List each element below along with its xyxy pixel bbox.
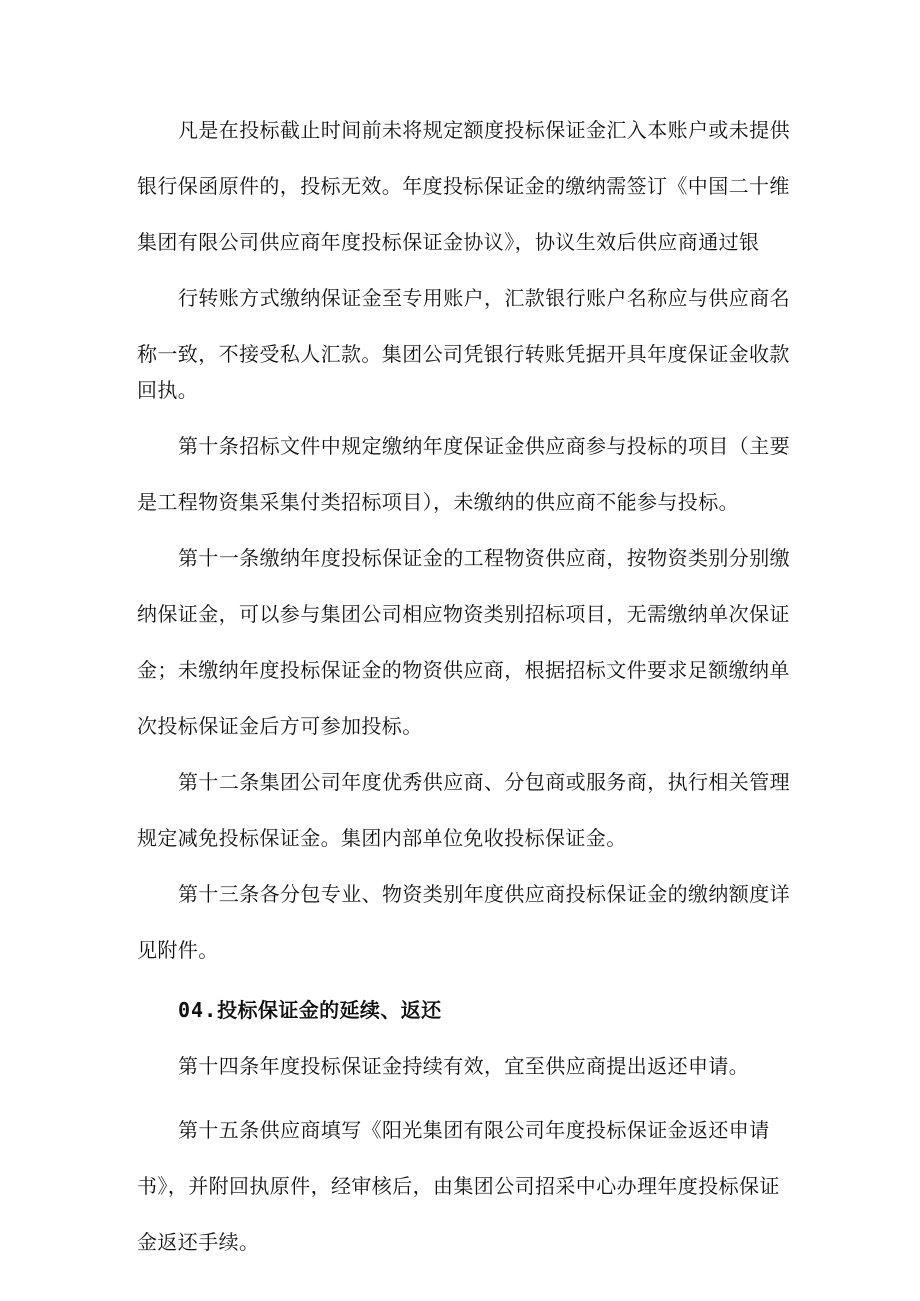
paragraph-6-line-2: 见附件。 <box>137 938 219 962</box>
paragraph-3-line-1: 第十条招标文件中规定缴纳年度保证金供应商参与投标的项目（主要 <box>178 434 790 458</box>
paragraph-2-line-3: 回执。 <box>137 378 199 402</box>
paragraph-4-line-3: 金；未缴纳年度投标保证金的物资供应商，根据招标文件要求足额缴纳单 <box>137 658 790 682</box>
paragraph-1-line-1: 凡是在投标截止时间前未将规定额度投标保证金汇入本账户或未提供 <box>178 118 790 142</box>
paragraph-8-line-2: 书》，并附回执原件，经审核后，由集团公司招采中心办理年度投标保证 <box>137 1174 780 1198</box>
paragraph-2-line-2: 称一致，不接受私人汇款。集团公司凭银行转账凭据开具年度保证金收款 <box>137 342 790 366</box>
paragraph-8-line-1: 第十五条供应商填写《阳光集团有限公司年度投标保证金返还申请 <box>178 1118 770 1142</box>
paragraph-2-line-1: 行转账方式缴纳保证金至专用账户，汇款银行账户名称应与供应商名 <box>178 286 790 310</box>
paragraph-7-line-1: 第十四条年度投标保证金持续有效，宜至供应商提出返还申请。 <box>178 1054 750 1078</box>
section-heading <box>178 996 442 1024</box>
paragraph-8-line-3: 金返还手续。 <box>137 1230 260 1254</box>
paragraph-4-line-1: 第十一条缴纳年度投标保证金的工程物资供应商，按物资类别分别缴 <box>178 546 790 570</box>
section-title: 投标保证金的延续、返还 <box>217 998 442 1022</box>
paragraph-1-line-3: 集团有限公司供应商年度投标保证金协议》，协议生效后供应商通过银 <box>137 230 760 254</box>
paragraph-3-line-2: 是工程物资集采集付类招标项目），未缴纳的供应商不能参与投标。 <box>137 490 739 514</box>
paragraph-5-line-2: 规定减免投标保证金。集团内部单位免收投标保证金。 <box>137 826 627 850</box>
section-number: 04. <box>178 998 218 1022</box>
paragraph-4-line-2: 纳保证金，可以参与集团公司相应物资类别招标项目，无需缴纳单次保证 <box>137 602 790 626</box>
paragraph-1-line-2: 银行保函原件的，投标无效。年度投标保证金的缴纳需签订《中国二十维 <box>137 174 790 198</box>
paragraph-6-line-1: 第十三条各分包专业、物资类别年度供应商投标保证金的缴纳额度详 <box>178 882 790 906</box>
paragraph-5-line-1: 第十二条集团公司年度优秀供应商、分包商或服务商，执行相关管理 <box>178 770 790 794</box>
paragraph-4-line-4: 次投标保证金后方可参加投标。 <box>137 714 423 738</box>
